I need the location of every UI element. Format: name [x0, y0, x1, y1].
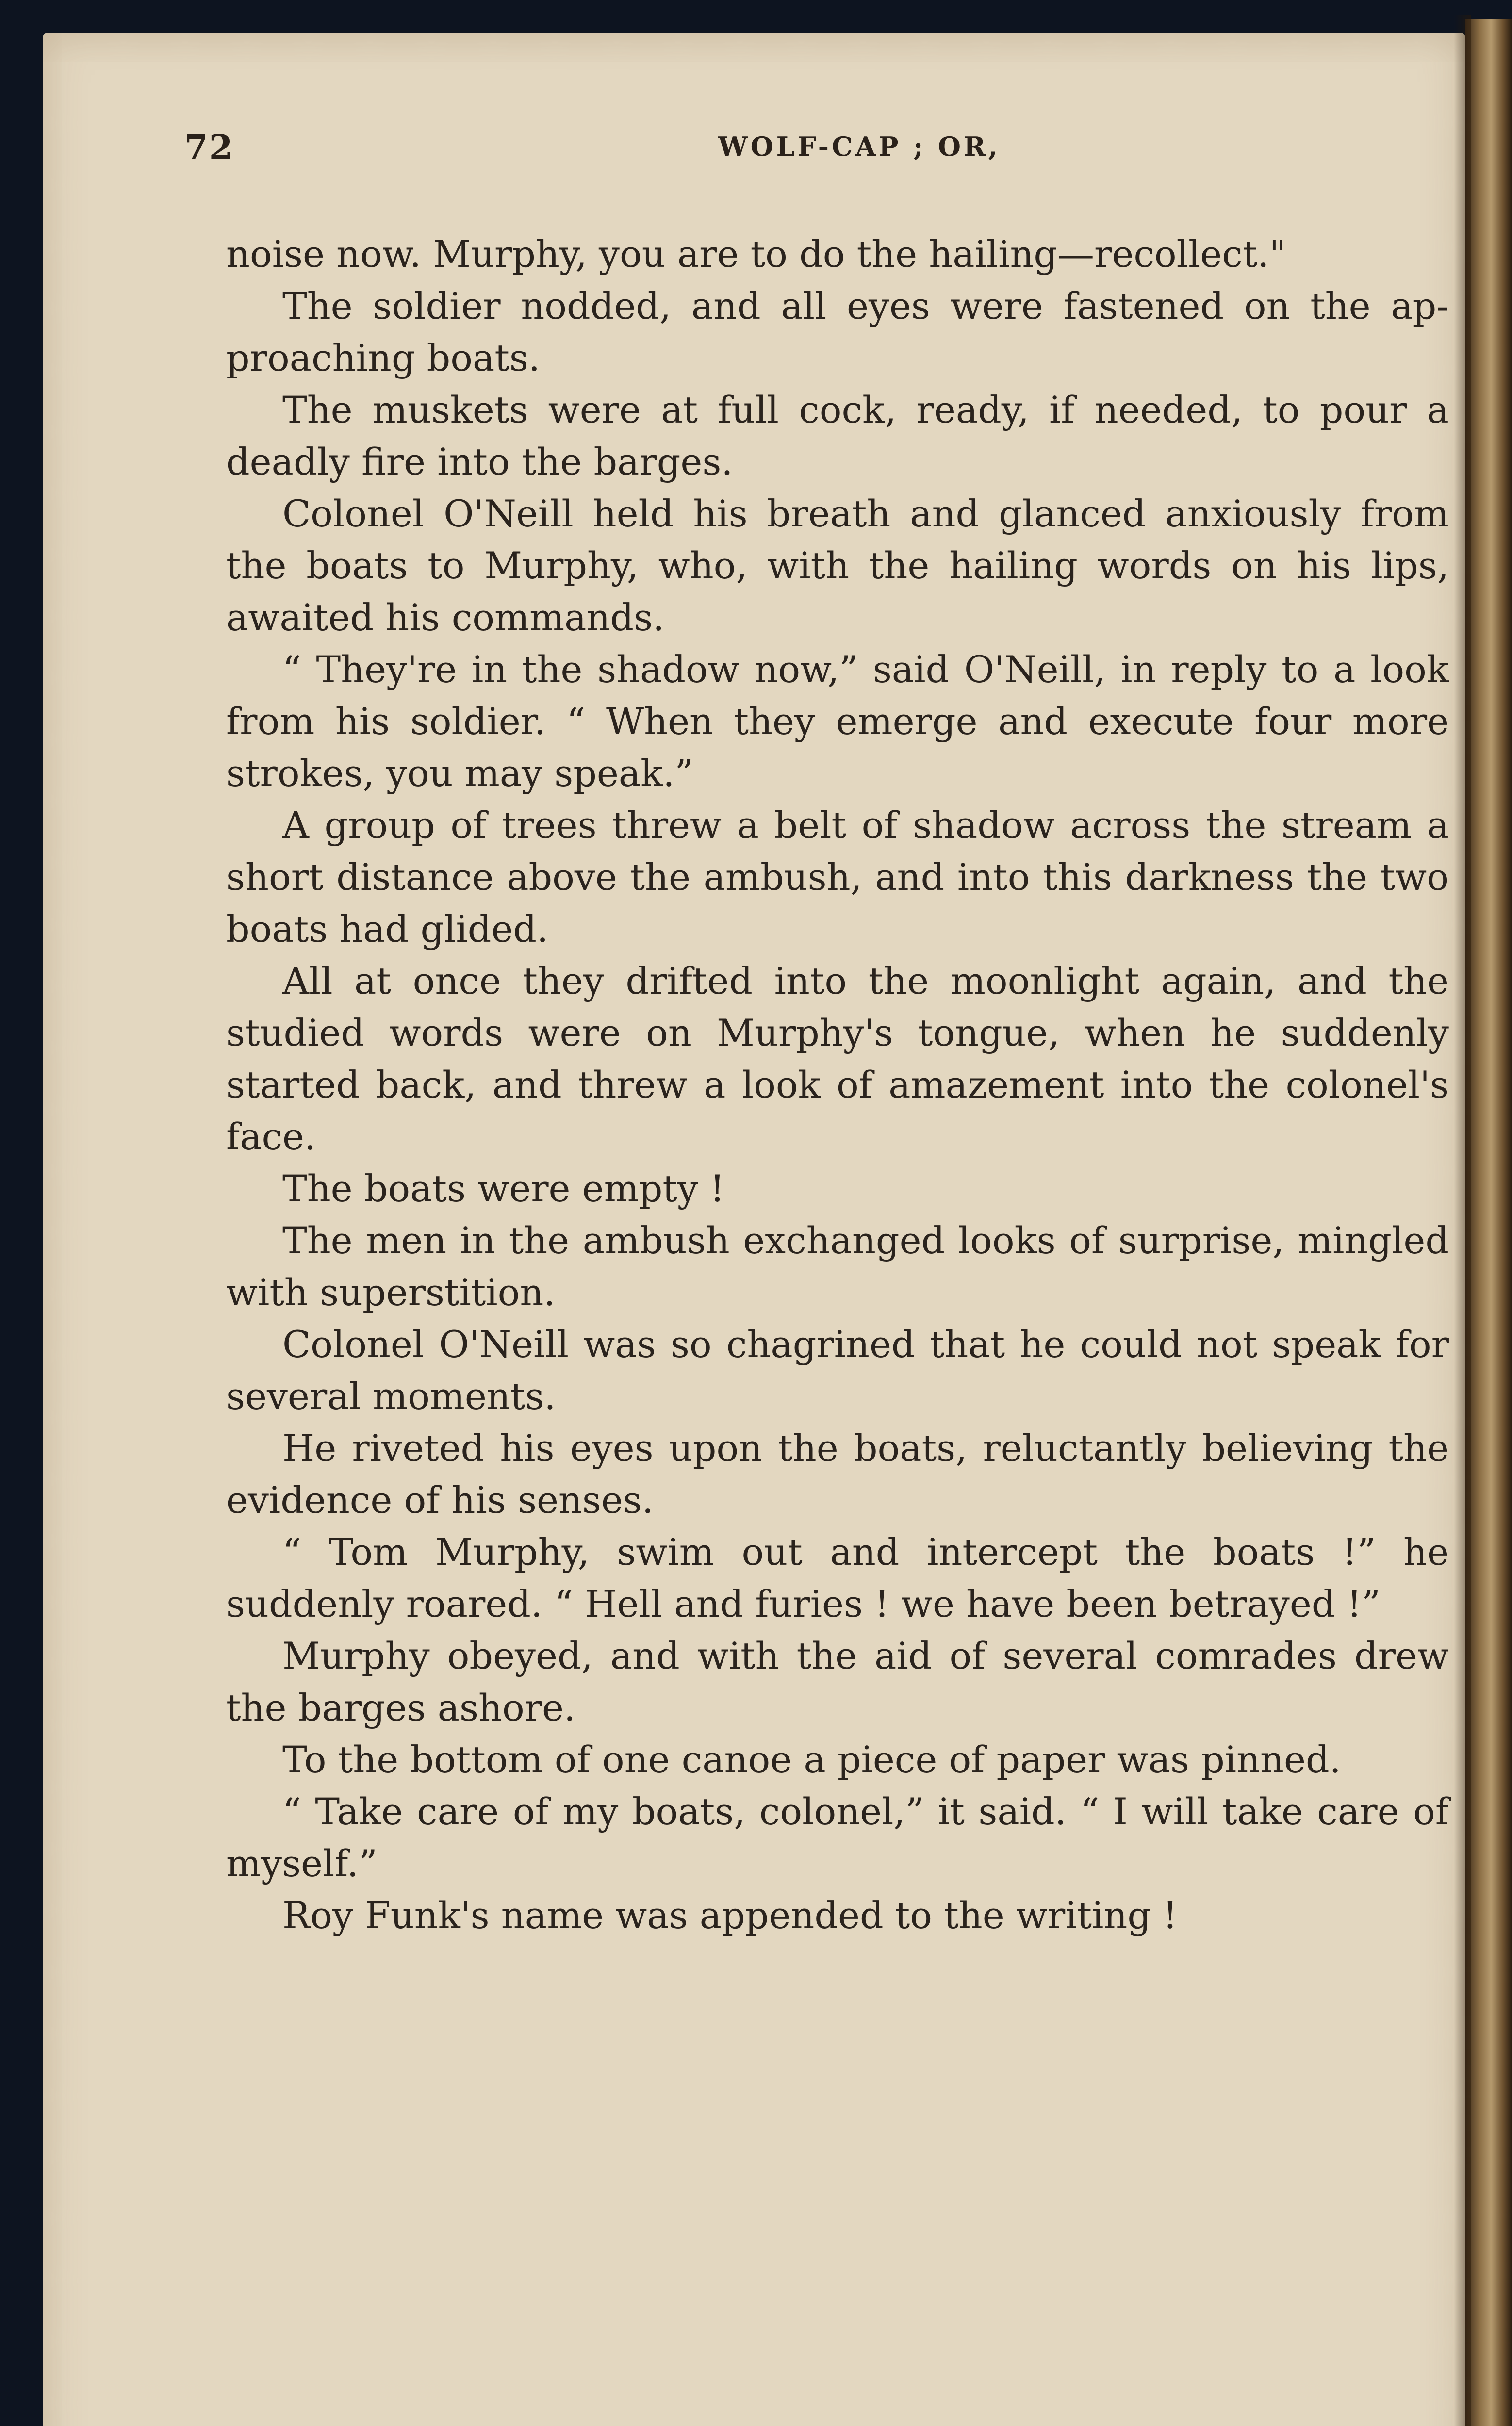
body-text [226, 228, 1449, 1941]
paragraph: All at once they drifted into the moonlight again, and the studied words were on Murphy's tongue, when he suddenly started back, and threw a look of amazement into the colonel's face. [226, 959, 1449, 1158]
paragraph: The men in the ambush exchanged looks of surprise, mingled with superstition. [226, 1219, 1449, 1314]
paragraph: A group of trees threw a belt of shadow across the stream a short distance above the ambush, and into this darkness the two boats had glided. [226, 803, 1449, 951]
book-spine [1465, 19, 1512, 2426]
paragraph: “ They're in the shadow now,” said O'Neill, in reply to a look from his soldier. “ When they emerge and execute four more strokes, you may speak.” [226, 648, 1449, 795]
paragraph: The muskets were at full cock, ready, if needed, to pour a deadly fire into the barges. [226, 388, 1449, 483]
paragraph: The boats were empty ! [282, 1167, 725, 1210]
paragraph: Roy Funk's name was appended to the writing ! [282, 1894, 1178, 1937]
page-header [184, 127, 1465, 171]
paragraph: Murphy obeyed, and with the aid of several comrades drew the barges ashore. [226, 1634, 1449, 1729]
paragraph: Colonel O'Neill was so chagrined that he could not speak for several moments. [226, 1323, 1449, 1418]
paragraph: “ Take care of my boats, colonel,” it said. “ I will take care of myself.” [226, 1790, 1449, 1885]
paragraph: He riveted his eyes upon the boats, reluctantly believing the evidence of his senses. [226, 1426, 1449, 1522]
page-number: 72 [184, 127, 234, 167]
running-head: WOLF-CAP ; OR, [718, 131, 1001, 162]
paragraph: Colonel O'Neill held his breath and glanced anxiously from the boats to Murphy, who, with the hailing words on his lips, awaited his commands. [226, 492, 1449, 639]
paragraph: The soldier nodded, and all eyes were fastened on the approaching boats. [226, 284, 1449, 379]
paragraph: To the bottom of one canoe a piece of paper was pinned. [282, 1738, 1341, 1781]
paragraph: “ Tom Murphy, swim out and intercept the boats !” he suddenly roared. “ Hell and furies ! we have been betrayed !” [226, 1530, 1449, 1625]
paragraph: noise now. Murphy, you are to do the hailing—recollect." [226, 232, 1286, 276]
page-gutter-shadow [1454, 15, 1471, 2426]
